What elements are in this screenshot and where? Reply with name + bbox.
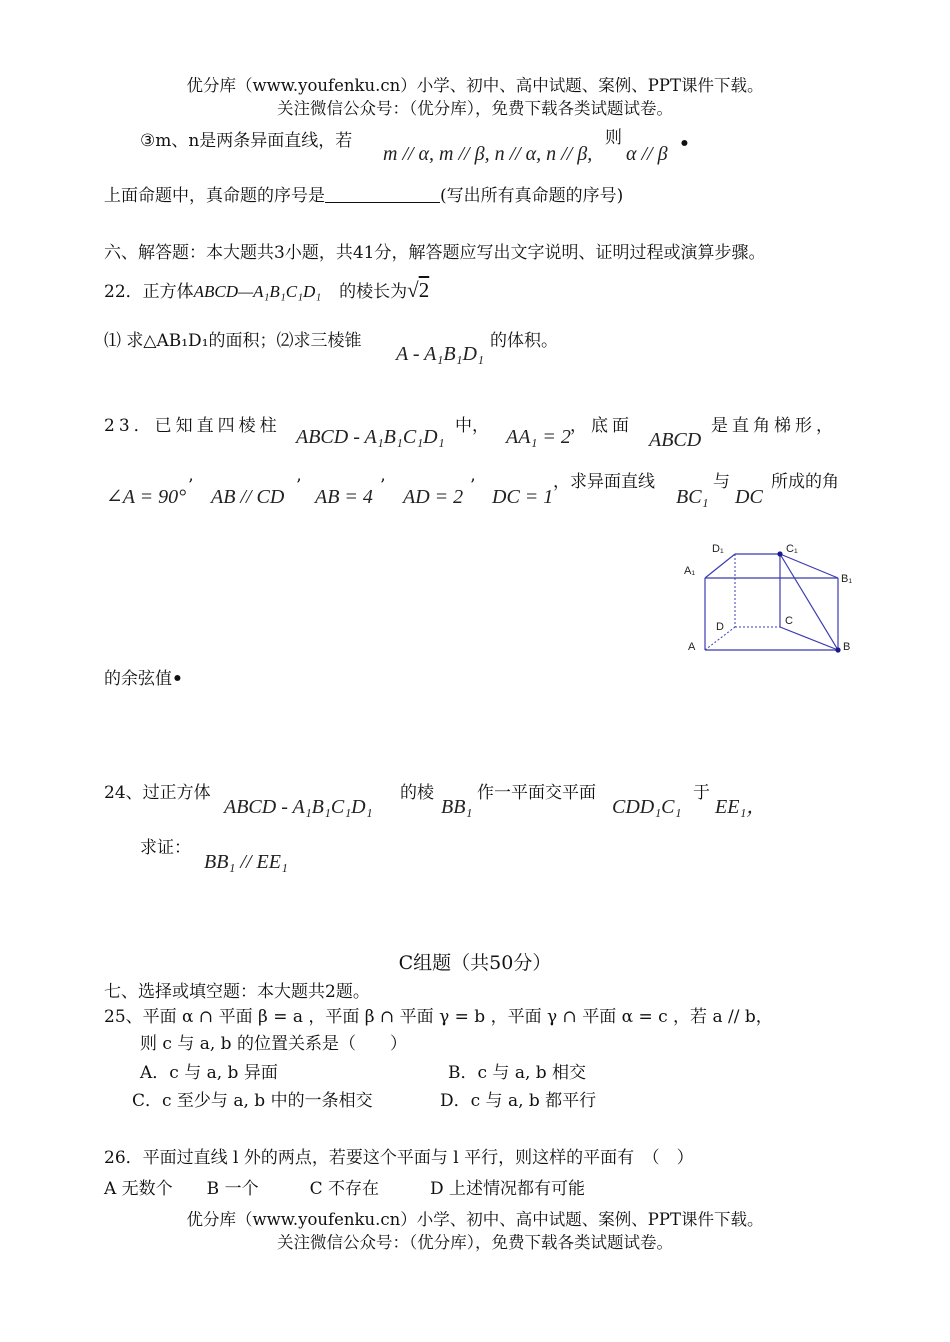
q23-angle-text: 所成的角 bbox=[771, 472, 839, 492]
label-C: C bbox=[785, 615, 793, 627]
label-D: D bbox=[716, 621, 724, 633]
label-B1: B₁ bbox=[841, 573, 853, 585]
q24-cdd1c1: CDD₁C₁ bbox=[612, 796, 682, 818]
q25-option-c[interactable]: C．c 至少与 a, b 中的一条相交 bbox=[132, 1091, 373, 1111]
q22-num: 22．正方体 bbox=[104, 282, 194, 302]
sqrt-symbol: √ bbox=[407, 278, 419, 302]
q22-line1 bbox=[104, 277, 429, 303]
q23-zhong: 中， bbox=[455, 416, 489, 436]
item3-dot: • bbox=[679, 134, 690, 154]
fill-text2: (写出所有真命题的序号) bbox=[440, 186, 624, 206]
q23-dc: DC = 1 bbox=[492, 486, 554, 508]
q24-prefix: 24、过正方体 bbox=[104, 783, 211, 803]
item3-then: 则 bbox=[605, 128, 622, 148]
q24-conclusion: BB₁ // EE₁ bbox=[204, 851, 288, 873]
fill-question bbox=[104, 186, 623, 207]
label-D1: D₁ bbox=[712, 543, 724, 555]
q25-line1: 25、平面 α ∩ 平面 β = a ，平面 β ∩ 平面 γ = b ，平面 γ ∩ 平面 α = c ，若 a // b， bbox=[104, 1007, 773, 1027]
page-footer-line2: 关注微信公众号：（优分库），免费下载各类试题试卷。 bbox=[277, 1233, 673, 1252]
point-C1 bbox=[777, 551, 782, 556]
q26-options[interactable]: A 无数个 B 一个 C 不存在 D 上述情况都有可能 bbox=[104, 1179, 586, 1199]
page-header-line1: 优分库（www.youfenku.cn）小学、初中、高中试题、案例、PPT课件下载。 bbox=[186, 76, 764, 95]
point-B bbox=[835, 647, 840, 652]
edge-C1B1 bbox=[780, 554, 838, 578]
q23-bc1: BC₁ bbox=[676, 486, 709, 508]
q24-cube: ABCD - A₁B₁C₁D₁ bbox=[224, 796, 373, 818]
q23-tail bbox=[104, 669, 183, 690]
q23-aa1: AA₁ = 2 bbox=[506, 426, 571, 448]
diagonal-BC1 bbox=[780, 554, 838, 650]
edge-CB bbox=[780, 627, 838, 650]
item3-prefix: ③m、n是两条异面直线，若 bbox=[140, 131, 353, 151]
q24-yu: 于 bbox=[693, 783, 710, 803]
page-header-line2: 关注微信公众号：（优分库），免费下载各类试题试卷。 bbox=[277, 99, 673, 118]
q23-comma3: ’ bbox=[380, 476, 386, 496]
q23-dc2: DC bbox=[735, 486, 763, 508]
q22-mid: 的棱长为 bbox=[339, 282, 408, 302]
label-B: B bbox=[843, 641, 851, 653]
section6-heading: 六、解答题：本大题共3小题，共41分，解答题应写出文字说明、证明过程或演算步骤。 bbox=[104, 243, 766, 263]
q24-plane: 作一平面交平面 bbox=[477, 783, 596, 803]
q26-line1: 26．平面过直线 l 外的两点，若要这个平面与 l 平行，则这样的平面有 （ ） bbox=[104, 1148, 694, 1168]
q23-abcd: ABCD bbox=[649, 429, 702, 451]
q22-cube: ABCD—A₁B₁C₁D₁ bbox=[193, 282, 322, 301]
q23-base: ，底面 bbox=[570, 416, 633, 436]
q24-ee1: EE₁， bbox=[715, 796, 767, 818]
q23-comma4: ’ bbox=[470, 476, 476, 496]
q23-trap: 是直角梯形， bbox=[711, 416, 837, 436]
q22-line2c: 的体积。 bbox=[490, 331, 558, 351]
q23-ad: AD = 2 bbox=[403, 486, 464, 508]
q25-line2: 则 c 与 a, b 的位置关系是（ ） bbox=[140, 1034, 407, 1054]
item3-math: m // α, m // β, n // α, n // β, bbox=[383, 143, 593, 165]
q23-parallel: AB // CD bbox=[211, 486, 285, 508]
q23-tail-text: 的余弦值 bbox=[104, 669, 172, 689]
q23-tail-dot: • bbox=[172, 669, 183, 689]
q25-option-d[interactable]: D．c 与 a, b 都平行 bbox=[440, 1091, 597, 1111]
q25-option-a[interactable]: A．c 与 a, b 异面 bbox=[140, 1063, 278, 1083]
q22-line2a: ⑴ 求△AB₁D₁的面积；⑵求三棱锥 bbox=[104, 331, 362, 351]
q23-and: 与 bbox=[713, 472, 730, 492]
q23-prefix: 23．已知直四棱柱 bbox=[104, 416, 281, 436]
prism-figure bbox=[680, 538, 860, 660]
fill-text1: 上面命题中，真命题的序号是 bbox=[104, 186, 325, 206]
q23-ask: ，求异面直线 bbox=[553, 472, 655, 492]
q24-edge: 的棱 bbox=[400, 783, 434, 803]
q23-angle: ∠A = 90° bbox=[106, 486, 187, 508]
q23-comma1: ’ bbox=[188, 476, 194, 496]
item3-result: α // β bbox=[626, 143, 668, 165]
label-A: A bbox=[688, 641, 696, 653]
label-C1: C₁ bbox=[786, 543, 798, 555]
q24-prove: 求证： bbox=[140, 838, 191, 858]
page-footer-line1: 优分库（www.youfenku.cn）小学、初中、高中试题、案例、PPT课件下载。 bbox=[186, 1210, 764, 1229]
answer-blank[interactable] bbox=[325, 188, 440, 203]
q23-ab: AB = 4 bbox=[315, 486, 373, 508]
label-A1: A₁ bbox=[684, 565, 696, 577]
groupC-title: C组题（共50分） bbox=[398, 952, 552, 974]
q22-value: 2 bbox=[418, 278, 430, 302]
q24-bb1: BB₁ bbox=[441, 796, 473, 818]
q25-option-b[interactable]: B．c 与 a, b 相交 bbox=[448, 1063, 587, 1083]
q23-prism: ABCD - A₁B₁C₁D₁ bbox=[296, 426, 445, 448]
q22-pyramid: A - A₁B₁D₁ bbox=[396, 343, 484, 365]
q23-comma2: ’ bbox=[296, 476, 302, 496]
edge-A1D1 bbox=[705, 554, 735, 578]
section7-heading: 七、选择或填空题：本大题共2题。 bbox=[104, 982, 370, 1002]
